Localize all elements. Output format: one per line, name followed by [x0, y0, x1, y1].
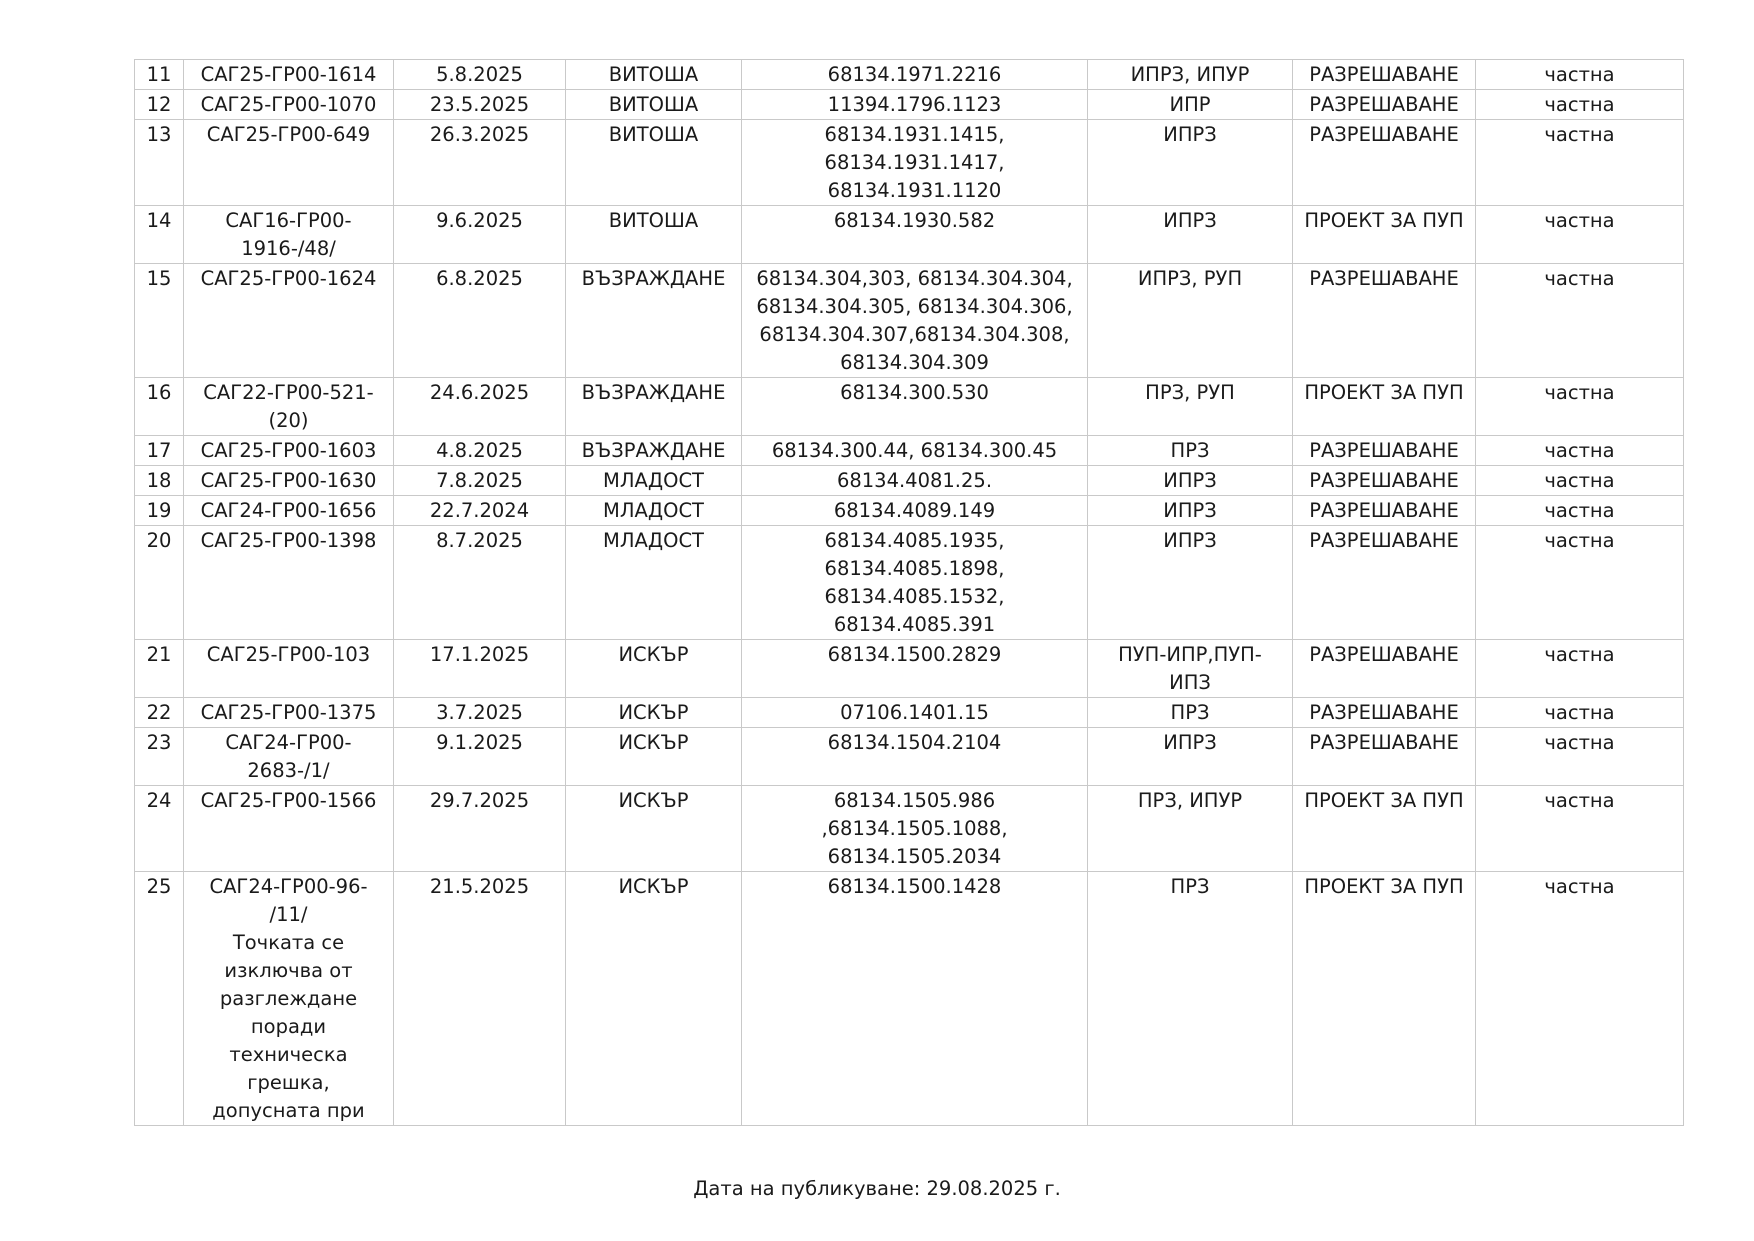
table-row: [135, 786, 1684, 872]
plan-type-cell: [1088, 466, 1293, 496]
case-number-cell: [184, 698, 394, 728]
case-number-cell-line: САГ25-ГР00-1603: [200, 439, 377, 462]
parcels-cell: [742, 206, 1088, 264]
parcels-cell-line: 68134.300.530: [840, 381, 989, 404]
case-number-cell-line: техническа: [229, 1043, 348, 1066]
district-cell: ИСКЪР: [566, 698, 742, 728]
date-cell: 22.7.2024: [394, 496, 566, 526]
date-cell: 9.6.2025: [394, 206, 566, 264]
parcels-cell-line: 68134.1500.1428: [827, 875, 1002, 898]
parcels-cell: [742, 378, 1088, 436]
case-number-cell-line: изключва от: [224, 959, 353, 982]
ownership-cell: частна: [1476, 60, 1684, 90]
date-cell: 4.8.2025: [394, 436, 566, 466]
parcels-cell: [742, 60, 1088, 90]
table-row: [135, 206, 1684, 264]
plan-type-cell-line: ИПРЗ: [1163, 209, 1217, 232]
parcels-cell-line: 68134.1931.1417,: [824, 151, 1005, 174]
case-number-cell: [184, 728, 394, 786]
row-number-cell: 19: [135, 496, 184, 526]
parcels-cell-line: 68134.4089.149: [833, 499, 996, 522]
parcels-cell: [742, 526, 1088, 640]
plan-type-cell-line: ПУП-ИПР,ПУП-: [1118, 643, 1262, 666]
case-number-cell: [184, 120, 394, 206]
case-number-cell: [184, 872, 394, 1126]
row-number-cell: 17: [135, 436, 184, 466]
plan-type-cell: [1088, 436, 1293, 466]
case-number-cell-line: (20): [268, 409, 309, 432]
row-number-cell: 21: [135, 640, 184, 698]
action-cell: ПРОЕКТ ЗА ПУП: [1293, 872, 1476, 1126]
table-body: [135, 60, 1684, 1126]
action-cell: РАЗРЕШАВАНЕ: [1293, 120, 1476, 206]
date-cell: 3.7.2025: [394, 698, 566, 728]
plan-type-cell: [1088, 120, 1293, 206]
action-cell: ПРОЕКТ ЗА ПУП: [1293, 206, 1476, 264]
case-number-cell-line: грешка,: [247, 1071, 330, 1094]
case-number-cell-line: 1916-/48/: [241, 237, 336, 260]
case-number-cell-line: САГ24-ГР00-96-: [209, 875, 368, 898]
table-row: [135, 436, 1684, 466]
table-row: [135, 496, 1684, 526]
ownership-cell: частна: [1476, 728, 1684, 786]
table-row: [135, 378, 1684, 436]
parcels-cell: [742, 786, 1088, 872]
case-number-cell: [184, 206, 394, 264]
plan-type-cell-line: ИПРЗ, РУП: [1137, 267, 1243, 290]
table-row: [135, 698, 1684, 728]
date-cell: 8.7.2025: [394, 526, 566, 640]
case-number-cell: [184, 640, 394, 698]
parcels-cell: [742, 872, 1088, 1126]
ownership-cell: частна: [1476, 378, 1684, 436]
plan-type-cell: [1088, 698, 1293, 728]
parcels-cell-line: 68134.4085.1935,: [824, 529, 1005, 552]
table-row: [135, 466, 1684, 496]
case-number-cell-line: САГ25-ГР00-1070: [200, 93, 377, 116]
parcels-cell: [742, 264, 1088, 378]
case-number-cell: [184, 496, 394, 526]
table-row: [135, 872, 1684, 1126]
case-number-cell-line: САГ25-ГР00-1566: [200, 789, 377, 812]
district-cell: ИСКЪР: [566, 728, 742, 786]
case-number-cell: [184, 466, 394, 496]
district-cell: ВИТОША: [566, 120, 742, 206]
plan-type-cell-line: ИПРЗ: [1163, 469, 1217, 492]
district-cell: ВЪЗРАЖДАНЕ: [566, 436, 742, 466]
parcels-cell: [742, 90, 1088, 120]
parcels-cell-line: 68134.304.309: [840, 351, 989, 374]
plan-type-cell-line: ПРЗ, ИПУР: [1137, 789, 1243, 812]
parcels-cell: [742, 466, 1088, 496]
parcels-cell-line: 68134.4085.1898,: [824, 557, 1005, 580]
action-cell: РАЗРЕШАВАНЕ: [1293, 640, 1476, 698]
parcels-cell-line: 68134.4085.391: [833, 613, 996, 636]
action-cell: РАЗРЕШАВАНЕ: [1293, 496, 1476, 526]
row-number-cell: 25: [135, 872, 184, 1126]
district-cell: МЛАДОСТ: [566, 526, 742, 640]
district-cell: ВЪЗРАЖДАНЕ: [566, 378, 742, 436]
district-cell: ИСКЪР: [566, 786, 742, 872]
row-number-cell: 16: [135, 378, 184, 436]
parcels-cell: [742, 436, 1088, 466]
date-cell: 29.7.2025: [394, 786, 566, 872]
date-cell: 26.3.2025: [394, 120, 566, 206]
action-cell: ПРОЕКТ ЗА ПУП: [1293, 786, 1476, 872]
row-number-cell: 24: [135, 786, 184, 872]
case-number-cell: [184, 786, 394, 872]
row-number-cell: 14: [135, 206, 184, 264]
district-cell: ИСКЪР: [566, 872, 742, 1126]
plan-type-cell: [1088, 378, 1293, 436]
date-cell: 24.6.2025: [394, 378, 566, 436]
plan-type-cell-line: ПРЗ: [1170, 875, 1210, 898]
parcels-cell: [742, 640, 1088, 698]
table-row: [135, 264, 1684, 378]
publication-date: Дата на публикуване: 29.08.2025 г.: [693, 1177, 1061, 1200]
action-cell: РАЗРЕШАВАНЕ: [1293, 466, 1476, 496]
table-row: [135, 728, 1684, 786]
plan-type-cell-line: ПРЗ: [1170, 701, 1210, 724]
date-cell: 5.8.2025: [394, 60, 566, 90]
case-number-cell-line: САГ25-ГР00-1398: [200, 529, 377, 552]
date-cell: 6.8.2025: [394, 264, 566, 378]
parcels-cell-line: 68134.1971.2216: [827, 63, 1002, 86]
case-number-cell-line: САГ25-ГР00-1375: [200, 701, 377, 724]
case-number-cell-line: САГ22-ГР00-521-: [203, 381, 374, 404]
parcels-cell-line: 68134.1931.1120: [827, 179, 1002, 202]
table-row: [135, 90, 1684, 120]
case-number-cell: [184, 60, 394, 90]
district-cell: МЛАДОСТ: [566, 496, 742, 526]
case-number-cell-line: Точката се: [232, 931, 345, 954]
plan-type-cell-line: ПРЗ: [1170, 439, 1210, 462]
ownership-cell: частна: [1476, 526, 1684, 640]
ownership-cell: частна: [1476, 436, 1684, 466]
date-cell: 17.1.2025: [394, 640, 566, 698]
date-cell: 23.5.2025: [394, 90, 566, 120]
parcels-cell-line: 68134.1930.582: [833, 209, 996, 232]
row-number-cell: 15: [135, 264, 184, 378]
plan-type-cell-line: ИПРЗ: [1163, 123, 1217, 146]
parcels-cell: [742, 120, 1088, 206]
case-number-cell-line: САГ25-ГР00-649: [206, 123, 371, 146]
case-number-cell-line: САГ25-ГР00-1630: [200, 469, 377, 492]
action-cell: РАЗРЕШАВАНЕ: [1293, 60, 1476, 90]
row-number-cell: 12: [135, 90, 184, 120]
plan-type-cell: [1088, 496, 1293, 526]
action-cell: ПРОЕКТ ЗА ПУП: [1293, 378, 1476, 436]
table-row: [135, 120, 1684, 206]
parcels-cell-line: 68134.1505.2034: [827, 845, 1002, 868]
district-cell: ИСКЪР: [566, 640, 742, 698]
plan-type-cell-line: ИПР: [1169, 93, 1211, 116]
parcels-cell-line: ,68134.1505.1088,: [821, 817, 1008, 840]
row-number-cell: 13: [135, 120, 184, 206]
case-number-cell-line: поради: [250, 1015, 327, 1038]
ownership-cell: частна: [1476, 466, 1684, 496]
parcels-cell: [742, 496, 1088, 526]
ownership-cell: частна: [1476, 872, 1684, 1126]
ownership-cell: частна: [1476, 264, 1684, 378]
row-number-cell: 23: [135, 728, 184, 786]
plan-type-cell: [1088, 728, 1293, 786]
action-cell: РАЗРЕШАВАНЕ: [1293, 698, 1476, 728]
row-number-cell: 11: [135, 60, 184, 90]
case-number-cell-line: САГ25-ГР00-103: [206, 643, 371, 666]
action-cell: РАЗРЕШАВАНЕ: [1293, 90, 1476, 120]
parcels-cell-line: 68134.1504.2104: [827, 731, 1002, 754]
case-number-cell-line: /11/: [269, 903, 308, 926]
case-number-cell-line: САГ25-ГР00-1624: [200, 267, 377, 290]
ownership-cell: частна: [1476, 90, 1684, 120]
row-number-cell: 22: [135, 698, 184, 728]
plan-type-cell-line: ПРЗ, РУП: [1145, 381, 1235, 404]
case-number-cell-line: САГ24-ГР00-: [225, 731, 352, 754]
plan-type-cell-line: ИПРЗ: [1163, 529, 1217, 552]
parcels-cell-line: 68134.304.307,68134.304.308,: [759, 323, 1070, 346]
plan-type-cell-line: ИПЗ: [1169, 671, 1211, 694]
district-cell: ВИТОША: [566, 60, 742, 90]
parcels-cell-line: 68134.304.305, 68134.304.306,: [756, 295, 1073, 318]
action-cell: РАЗРЕШАВАНЕ: [1293, 728, 1476, 786]
ownership-cell: частна: [1476, 496, 1684, 526]
parcels-cell: [742, 698, 1088, 728]
table-row: [135, 640, 1684, 698]
district-cell: МЛАДОСТ: [566, 466, 742, 496]
plan-type-cell: [1088, 264, 1293, 378]
parcels-cell-line: 68134.1500.2829: [827, 643, 1002, 666]
parcels-cell: [742, 728, 1088, 786]
parcels-cell-line: 68134.1931.1415,: [824, 123, 1005, 146]
plan-type-cell: [1088, 60, 1293, 90]
case-number-cell: [184, 90, 394, 120]
registry-table: [134, 59, 1684, 1126]
district-cell: ВЪЗРАЖДАНЕ: [566, 264, 742, 378]
ownership-cell: частна: [1476, 120, 1684, 206]
plan-type-cell-line: ИПРЗ: [1163, 731, 1217, 754]
plan-type-cell: [1088, 786, 1293, 872]
ownership-cell: частна: [1476, 698, 1684, 728]
parcels-cell-line: 68134.4081.25.: [836, 469, 993, 492]
row-number-cell: 18: [135, 466, 184, 496]
ownership-cell: частна: [1476, 206, 1684, 264]
parcels-cell-line: 11394.1796.1123: [827, 93, 1002, 116]
plan-type-cell: [1088, 90, 1293, 120]
plan-type-cell: [1088, 640, 1293, 698]
table-row: [135, 526, 1684, 640]
plan-type-cell-line: ИПРЗ, ИПУР: [1130, 63, 1250, 86]
action-cell: РАЗРЕШАВАНЕ: [1293, 264, 1476, 378]
district-cell: ВИТОША: [566, 90, 742, 120]
plan-type-cell: [1088, 872, 1293, 1126]
table-row: [135, 60, 1684, 90]
plan-type-cell: [1088, 526, 1293, 640]
date-cell: 21.5.2025: [394, 872, 566, 1126]
date-cell: 9.1.2025: [394, 728, 566, 786]
parcels-cell-line: 68134.304,303, 68134.304.304,: [756, 267, 1073, 290]
case-number-cell-line: САГ25-ГР00-1614: [200, 63, 377, 86]
case-number-cell: [184, 526, 394, 640]
row-number-cell: 20: [135, 526, 184, 640]
parcels-cell-line: 68134.1505.986: [833, 789, 996, 812]
case-number-cell: [184, 436, 394, 466]
date-cell: 7.8.2025: [394, 466, 566, 496]
case-number-cell-line: САГ24-ГР00-1656: [200, 499, 377, 522]
action-cell: РАЗРЕШАВАНЕ: [1293, 526, 1476, 640]
parcels-cell-line: 68134.4085.1532,: [824, 585, 1005, 608]
plan-type-cell: [1088, 206, 1293, 264]
ownership-cell: частна: [1476, 640, 1684, 698]
district-cell: ВИТОША: [566, 206, 742, 264]
case-number-cell-line: разглеждане: [219, 987, 358, 1010]
parcels-cell-line: 68134.300.44, 68134.300.45: [771, 439, 1058, 462]
parcels-cell-line: 07106.1401.15: [840, 701, 989, 724]
case-number-cell: [184, 264, 394, 378]
case-number-cell-line: САГ16-ГР00-: [225, 209, 352, 232]
plan-type-cell-line: ИПРЗ: [1163, 499, 1217, 522]
case-number-cell-line: 2683-/1/: [247, 759, 330, 782]
action-cell: РАЗРЕШАВАНЕ: [1293, 436, 1476, 466]
case-number-cell: [184, 378, 394, 436]
ownership-cell: частна: [1476, 786, 1684, 872]
case-number-cell-line: допусната при: [212, 1099, 365, 1122]
